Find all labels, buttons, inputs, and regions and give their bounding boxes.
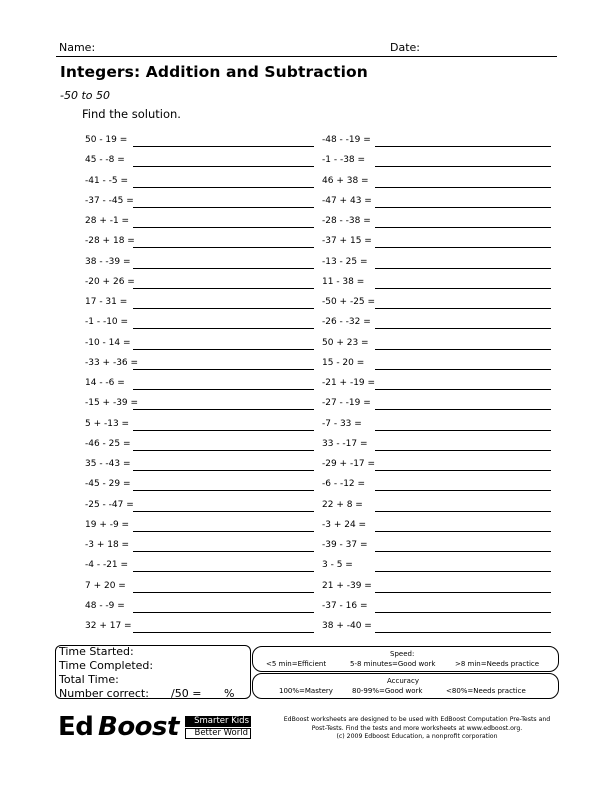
logo-tagline-1: Smarter Kids — [185, 716, 251, 727]
answer-line[interactable] — [133, 571, 314, 572]
problem-expression: -47 + 43 = — [322, 195, 372, 206]
answer-line[interactable] — [133, 146, 314, 147]
date-label: Date: — [390, 41, 420, 54]
answer-line[interactable] — [375, 389, 551, 390]
problem-right-24 — [322, 601, 551, 617]
problem-expression: -33 + -36 = — [85, 357, 139, 368]
answer-line[interactable] — [133, 247, 314, 248]
answer-line[interactable] — [375, 328, 551, 329]
out-of-label: /50 = — [171, 687, 202, 700]
answer-line[interactable] — [375, 430, 551, 431]
problem-expression: -4 - -21 = — [85, 560, 129, 571]
problem-right-10 — [322, 317, 551, 333]
problem-expression: -13 - 25 = — [322, 256, 368, 267]
speed-good: 5-8 minutes=Good work — [350, 660, 436, 668]
answer-line[interactable] — [133, 551, 314, 552]
header-rule — [56, 56, 557, 57]
problem-right-16 — [322, 439, 551, 455]
answer-line[interactable] — [375, 187, 551, 188]
problem-expression: -29 + -17 = — [322, 459, 376, 469]
problem-left-23 — [85, 581, 314, 597]
problem-right-23 — [322, 581, 551, 597]
footnote-line-3: (c) 2009 Edboost Education, a nonprofit corporation — [336, 733, 498, 740]
instruction: Find the solution. — [82, 107, 181, 121]
problem-expression: 38 - -39 = — [85, 256, 131, 267]
problem-left-25 — [85, 621, 314, 637]
footnote — [282, 716, 552, 742]
answer-line[interactable] — [375, 612, 551, 613]
answer-line[interactable] — [375, 511, 551, 512]
problem-right-22 — [322, 560, 551, 576]
logo-tagline-2: Better World — [185, 728, 251, 739]
answer-line[interactable] — [375, 288, 551, 289]
time-started-label: Time Started: — [59, 645, 134, 658]
speed-practice: >8 min=Needs practice — [455, 660, 540, 668]
answer-line[interactable] — [375, 450, 551, 451]
problem-right-20 — [322, 520, 551, 536]
time-completed-label: Time Completed: — [59, 659, 154, 672]
problem-expression: -39 - 37 = — [322, 540, 368, 550]
problem-expression: -28 + 18 = — [85, 236, 135, 247]
problem-right-2 — [322, 155, 551, 171]
problem-expression: -3 + 24 = — [322, 519, 367, 530]
answer-line[interactable] — [375, 247, 551, 248]
answer-line[interactable] — [375, 490, 551, 491]
answer-line[interactable] — [375, 227, 551, 228]
problem-expression: 35 - -43 = — [85, 459, 131, 469]
answer-line[interactable] — [133, 187, 314, 188]
answer-line[interactable] — [133, 592, 314, 593]
answer-line[interactable] — [133, 308, 314, 309]
answer-line[interactable] — [133, 470, 314, 471]
problem-expression: -7 - 33 = — [322, 418, 362, 429]
problem-left-5 — [85, 216, 314, 232]
speed-title: Speed: — [390, 650, 415, 658]
problem-right-14 — [322, 398, 551, 414]
accuracy-good: 80-99%=Good work — [352, 687, 423, 695]
problem-left-22 — [85, 560, 314, 576]
answer-line[interactable] — [133, 531, 314, 532]
total-time-label: Total Time: — [59, 673, 119, 686]
problem-expression: -21 + -19 = — [322, 378, 376, 388]
problem-left-9 — [85, 297, 314, 313]
answer-line[interactable] — [133, 288, 314, 289]
problem-expression: -1 - -38 = — [322, 155, 366, 166]
problem-left-24 — [85, 601, 314, 617]
problem-expression: -6 - -12 = — [322, 479, 366, 490]
answer-line[interactable] — [133, 511, 314, 512]
problem-expression: 38 + -40 = — [322, 621, 372, 631]
problem-left-16 — [85, 439, 314, 455]
problem-expression: 22 + 8 = — [322, 499, 363, 510]
problem-expression: 46 + 38 = — [322, 175, 369, 186]
problem-expression: -10 - 14 = — [85, 337, 131, 348]
problem-expression: 32 + 17 = — [85, 621, 132, 631]
problem-expression: -26 - -32 = — [322, 317, 371, 328]
problem-left-21 — [85, 540, 314, 556]
problem-left-4 — [85, 196, 314, 212]
name-label: Name: — [59, 41, 96, 54]
problem-expression: 21 + -39 = — [322, 580, 372, 591]
answer-line[interactable] — [375, 146, 551, 147]
problem-expression: 15 - 20 = — [322, 357, 365, 368]
problem-expression: -3 + 18 = — [85, 540, 130, 550]
answer-line[interactable] — [133, 268, 314, 269]
answer-line[interactable] — [133, 207, 314, 208]
problem-expression: 50 + 23 = — [322, 337, 369, 348]
problem-left-1 — [85, 135, 314, 151]
problem-expression: 48 - -9 = — [85, 600, 125, 611]
problem-expression: -37 - -45 = — [85, 195, 134, 206]
footnote-line-2: Post-Tests. Find the tests and more worksheets at www.edboost.org. — [311, 724, 523, 732]
problem-right-17 — [322, 459, 551, 475]
problem-right-12 — [322, 358, 551, 374]
problem-expression: -25 - -47 = — [85, 499, 134, 510]
answer-line[interactable] — [375, 551, 551, 552]
problem-left-19 — [85, 500, 314, 516]
problem-left-3 — [85, 176, 314, 192]
answer-line[interactable] — [375, 349, 551, 350]
answer-line[interactable] — [133, 369, 314, 370]
problem-expression: -20 + 26 = — [85, 276, 135, 287]
answer-line[interactable] — [375, 571, 551, 572]
answer-line[interactable] — [133, 490, 314, 491]
problem-expression: 28 + -1 = — [85, 216, 130, 226]
problem-left-10 — [85, 317, 314, 333]
answer-line[interactable] — [375, 592, 551, 593]
problem-expression: 50 - 19 = — [85, 135, 128, 145]
answer-line[interactable] — [375, 369, 551, 370]
problem-expression: -48 - -19 = — [322, 135, 371, 145]
problem-right-25 — [322, 621, 551, 637]
problem-left-17 — [85, 459, 314, 475]
worksheet-title: Integers: Addition and Subtraction — [60, 63, 368, 81]
problem-left-14 — [85, 398, 314, 414]
percent-label: % — [224, 687, 235, 700]
accuracy-title: Accuracy — [387, 677, 419, 685]
problem-right-7 — [322, 257, 551, 273]
problem-left-13 — [85, 378, 314, 394]
problem-expression: 5 + -13 = — [85, 418, 130, 429]
problem-right-5 — [322, 216, 551, 232]
answer-line[interactable] — [133, 612, 314, 613]
answer-line[interactable] — [133, 166, 314, 167]
problem-right-19 — [322, 500, 551, 516]
accuracy-practice: <80%=Needs practice — [446, 687, 526, 695]
answer-line[interactable] — [375, 207, 551, 208]
speed-efficient: <5 min=Efficient — [266, 660, 327, 668]
problem-right-8 — [322, 277, 551, 293]
answer-line[interactable] — [375, 632, 551, 633]
problem-expression: 14 - -6 = — [85, 378, 125, 388]
problem-expression: 3 - 5 = — [322, 560, 353, 571]
problem-right-9 — [322, 297, 551, 313]
problem-expression: -45 - 29 = — [85, 479, 131, 490]
problem-expression: 11 - 38 = — [322, 276, 365, 287]
problem-right-6 — [322, 236, 551, 252]
problem-left-20 — [85, 520, 314, 536]
problem-expression: -50 + -25 = — [322, 297, 376, 307]
problem-expression: -37 - 16 = — [322, 600, 368, 611]
answer-line[interactable] — [375, 308, 551, 309]
answer-line[interactable] — [133, 409, 314, 410]
problem-left-15 — [85, 419, 314, 435]
problem-right-15 — [322, 419, 551, 435]
problem-expression: -28 - -38 = — [322, 216, 371, 226]
problem-expression: -1 - -10 = — [85, 317, 129, 328]
problem-right-18 — [322, 479, 551, 495]
answer-line[interactable] — [133, 227, 314, 228]
edboost-logo-boost: Boost — [98, 712, 179, 742]
problem-left-2 — [85, 155, 314, 171]
problem-left-12 — [85, 358, 314, 374]
problem-left-6 — [85, 236, 314, 252]
problem-right-13 — [322, 378, 551, 394]
problem-expression: 33 - -17 = — [322, 438, 368, 449]
answer-line[interactable] — [375, 470, 551, 471]
answer-line[interactable] — [133, 632, 314, 633]
problem-left-7 — [85, 257, 314, 273]
problem-expression: -46 - 25 = — [85, 438, 131, 449]
answer-line[interactable] — [133, 430, 314, 431]
problem-right-4 — [322, 196, 551, 212]
accuracy-mastery: 100%=Mastery — [279, 687, 333, 695]
problem-expression: -15 + -39 = — [85, 398, 139, 409]
problem-expression: 45 - -8 = — [85, 155, 125, 166]
problem-expression: -37 + 15 = — [322, 236, 372, 247]
answer-line[interactable] — [375, 268, 551, 269]
problem-expression: -27 - -19 = — [322, 398, 371, 409]
answer-line[interactable] — [375, 531, 551, 532]
answer-line[interactable] — [133, 389, 314, 390]
answer-line[interactable] — [375, 409, 551, 410]
answer-line[interactable] — [133, 349, 314, 350]
problem-right-11 — [322, 338, 551, 354]
answer-line[interactable] — [133, 450, 314, 451]
worksheet-range: -50 to 50 — [60, 89, 110, 102]
problem-expression: 7 + 20 = — [85, 580, 126, 591]
edboost-logo-ed: Ed — [58, 712, 94, 742]
problem-expression: -41 - -5 = — [85, 175, 129, 186]
problem-left-18 — [85, 479, 314, 495]
problem-expression: 17 - 31 = — [85, 297, 128, 307]
number-correct-label: Number correct: — [59, 687, 149, 700]
problem-right-21 — [322, 540, 551, 556]
problem-right-3 — [322, 176, 551, 192]
problem-left-11 — [85, 338, 314, 354]
answer-line[interactable] — [375, 166, 551, 167]
answer-line[interactable] — [133, 328, 314, 329]
problem-left-8 — [85, 277, 314, 293]
footnote-line-1: EdBoost worksheets are designed to be used with EdBoost Computation Pre-Tests and — [283, 716, 551, 723]
problem-expression: 19 + -9 = — [85, 519, 130, 530]
problem-right-1 — [322, 135, 551, 151]
